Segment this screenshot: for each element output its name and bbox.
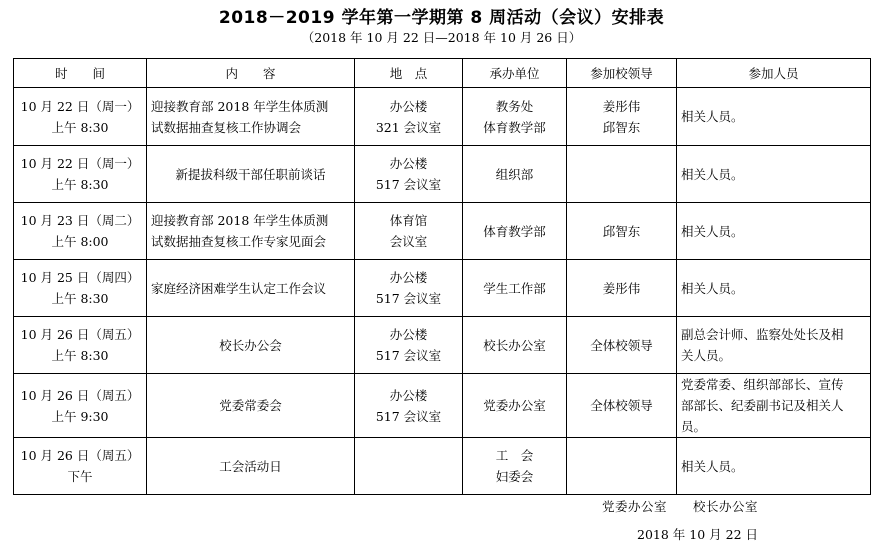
cell-content-line: 试数据抽查复核工作协调会 — [151, 119, 302, 135]
cell-content — [147, 317, 355, 374]
cell-participants — [677, 374, 871, 438]
cell-leaders-line: 全体校领导 — [590, 337, 653, 353]
cell-time-line: 10 月 26 日（周五） — [20, 327, 140, 342]
cell-location — [355, 317, 463, 374]
cell-time-line: 上午 8:30 — [51, 348, 109, 363]
cell-content — [147, 260, 355, 317]
cell-time-line: 10 月 23 日（周二） — [20, 213, 140, 228]
table-row — [14, 146, 871, 203]
cell-content-line: 党委常委会 — [219, 398, 282, 413]
cell-organizer — [463, 317, 567, 374]
cell-participants — [677, 146, 871, 203]
cell-organizer-line: 学生工作部 — [483, 280, 546, 296]
cell-time — [14, 88, 147, 146]
cell-organizer-line: 妇委会 — [495, 469, 534, 484]
cell-location — [355, 260, 463, 317]
cell-participants-line: 副总会计师、监察处处长及相 — [681, 327, 844, 342]
cell-content — [147, 438, 355, 495]
cell-leaders-line: 邱智东 — [602, 223, 641, 239]
cell-location-line: 321 会议室 — [375, 119, 442, 135]
table-row — [14, 317, 871, 374]
cell-organizer — [463, 203, 567, 260]
cell-participants-line: 相关人员。 — [681, 109, 744, 124]
document-date-range: （2018 年 10 月 22 日—2018 年 10 月 26 日） — [301, 30, 582, 45]
table-row — [14, 88, 871, 146]
cell-content — [147, 203, 355, 260]
header-content: 内 容 — [147, 59, 355, 88]
cell-organizer-line: 体育教学部 — [483, 119, 546, 135]
table-header-row — [14, 59, 871, 88]
cell-leaders — [567, 438, 677, 495]
cell-time — [14, 260, 147, 317]
cell-participants-line: 部部长、纪委副书记及相关人 — [681, 398, 844, 413]
cell-organizer — [463, 374, 567, 438]
issuing-offices: 党委办公室 校长办公室 — [602, 499, 759, 514]
cell-participants-line: 员。 — [681, 419, 707, 434]
cell-location — [355, 374, 463, 438]
cell-content-line: 新提拔科级干部任职前谈话 — [175, 166, 326, 182]
table-row — [14, 260, 871, 317]
cell-participants-line: 党委常委、组织部部长、宣传 — [681, 377, 844, 392]
cell-leaders — [567, 317, 677, 374]
cell-content-line: 迎接教育部 2018 年学生体质测 — [151, 98, 329, 114]
cell-leaders — [567, 88, 677, 146]
cell-location — [355, 438, 463, 495]
cell-participants-line: 相关人员。 — [681, 223, 744, 239]
cell-content-line: 校长办公会 — [219, 337, 282, 353]
schedule-table — [13, 58, 871, 495]
cell-participants-line: 相关人员。 — [681, 458, 744, 474]
cell-time-line: 上午 8:00 — [51, 234, 109, 249]
cell-time-line: 10 月 26 日（周五） — [20, 448, 140, 463]
cell-location-line: 517 会议室 — [375, 177, 442, 192]
cell-time-line: 上午 8:30 — [51, 119, 109, 135]
cell-content — [147, 374, 355, 438]
table-row — [14, 203, 871, 260]
cell-time-line: 10 月 26 日（周五） — [20, 387, 140, 403]
cell-time-line: 上午 8:30 — [51, 177, 109, 192]
cell-leaders — [567, 146, 677, 203]
cell-organizer-line: 校长办公室 — [483, 337, 546, 353]
cell-leaders-line: 姜彤伟 — [602, 280, 641, 296]
issue-date: 2018 年 10 月 22 日 — [637, 527, 758, 542]
table-row — [14, 374, 871, 438]
cell-organizer-line: 组织部 — [495, 166, 534, 182]
cell-location-line: 办公楼 — [389, 270, 428, 285]
cell-participants-line: 关人员。 — [681, 348, 732, 363]
cell-location-line: 517 会议室 — [375, 291, 442, 306]
cell-location-line: 会议室 — [389, 234, 428, 249]
cell-time-line: 下午 — [67, 469, 93, 484]
header-organizer: 承办单位 — [463, 59, 567, 88]
header-time: 时 间 — [14, 59, 147, 88]
cell-leaders-line: 邱智东 — [602, 119, 641, 135]
cell-location — [355, 88, 463, 146]
cell-location-line: 517 会议室 — [375, 408, 442, 424]
cell-participants-line: 相关人员。 — [681, 280, 744, 296]
cell-organizer-line: 党委办公室 — [483, 398, 546, 413]
cell-time — [14, 203, 147, 260]
cell-time-line: 上午 9:30 — [51, 408, 109, 424]
cell-time — [14, 438, 147, 495]
cell-time-line: 10 月 22 日（周一） — [20, 156, 140, 171]
cell-participants — [677, 438, 871, 495]
cell-participants — [677, 260, 871, 317]
cell-organizer — [463, 146, 567, 203]
cell-time-line: 上午 8:30 — [51, 291, 109, 306]
cell-leaders — [567, 374, 677, 438]
cell-time-line: 10 月 25 日（周四） — [20, 270, 140, 285]
cell-location-line: 517 会议室 — [375, 348, 442, 363]
cell-content — [147, 146, 355, 203]
cell-time — [14, 374, 147, 438]
header-leaders: 参加校领导 — [567, 59, 677, 88]
cell-participants — [677, 203, 871, 260]
document-title: 2018－2019 学年第一学期第 8 周活动（会议）安排表 — [218, 8, 665, 28]
cell-participants — [677, 317, 871, 374]
cell-organizer — [463, 260, 567, 317]
cell-location-line: 办公楼 — [389, 387, 428, 403]
cell-participants — [677, 88, 871, 146]
cell-organizer-line: 体育教学部 — [483, 223, 546, 239]
cell-time — [14, 146, 147, 203]
cell-organizer — [463, 438, 567, 495]
cell-leaders — [567, 203, 677, 260]
cell-content-line: 试数据抽查复核工作专家见面会 — [151, 234, 327, 249]
cell-content-line: 家庭经济困难学生认定工作会议 — [151, 280, 327, 296]
table-row — [14, 438, 871, 495]
cell-content-line: 工会活动日 — [219, 458, 282, 474]
cell-location — [355, 146, 463, 203]
cell-leaders-line: 全体校领导 — [590, 398, 653, 413]
cell-location-line: 体育馆 — [389, 213, 428, 228]
cell-content — [147, 88, 355, 146]
cell-time-line: 10 月 22 日（周一） — [20, 98, 140, 114]
cell-participants-line: 相关人员。 — [681, 166, 744, 182]
cell-organizer-line: 教务处 — [495, 98, 534, 114]
cell-location-line: 办公楼 — [389, 98, 428, 114]
cell-location-line: 办公楼 — [389, 156, 428, 171]
cell-time — [14, 317, 147, 374]
cell-location-line: 办公楼 — [389, 327, 428, 342]
cell-content-line: 迎接教育部 2018 年学生体质测 — [151, 213, 329, 228]
header-location: 地 点 — [355, 59, 463, 88]
cell-organizer — [463, 88, 567, 146]
cell-leaders — [567, 260, 677, 317]
cell-leaders-line: 姜彤伟 — [602, 98, 641, 114]
header-participants: 参加人员 — [677, 59, 871, 88]
cell-organizer-line: 工 会 — [495, 448, 534, 463]
cell-location — [355, 203, 463, 260]
